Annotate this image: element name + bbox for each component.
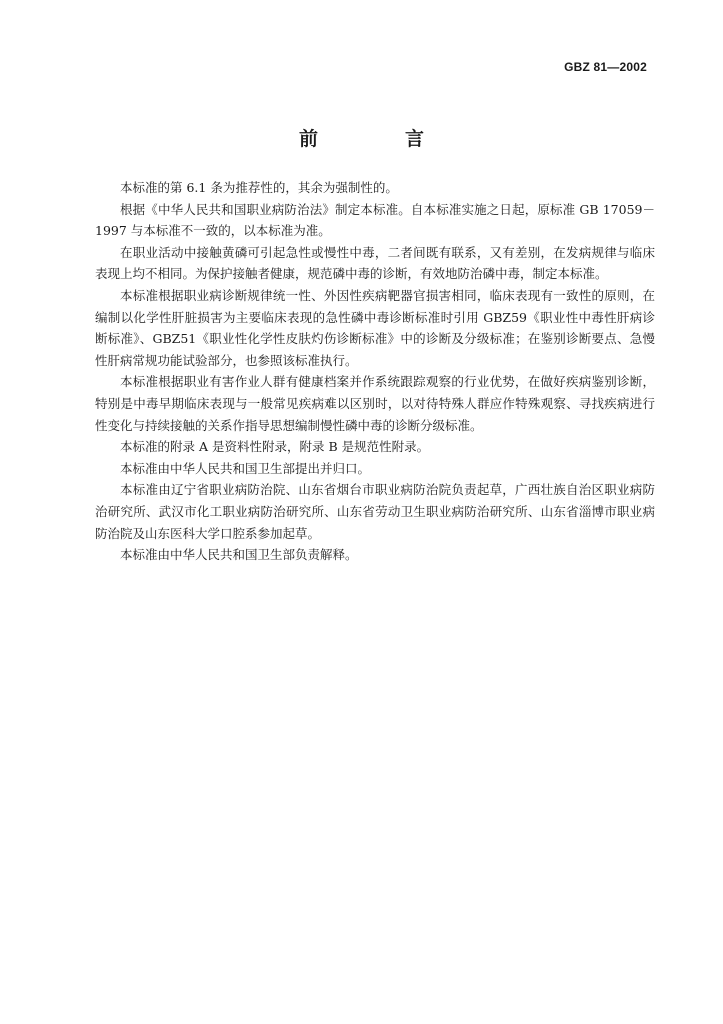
paragraph-chronic-grading: 本标准根据职业有害作业人群有健康档案并作系统跟踪观察的行业优势，在做好疾病鉴别诊断，特别是中毒早期临床表现与一般常见疾病难以区别时，以对待特殊人群应作特殊观察、寻找疾病进行性变化与持续接触的关系作指导思想编制慢性磷中毒的诊断分级标准。 [95, 374, 655, 433]
paragraph-appendices: 本标准的附录 A 是资料性附录，附录 B 是规范性附录。 [120, 439, 430, 455]
paragraph-drafters: 本标准由辽宁省职业病防治院、山东省烟台市职业病防治院负责起草，广西壮族自治区职业病防治研究所、武汉市化工职业病防治研究所、山东省劳动卫生职业病防治研究所、山东省淄博市职业病防治院及山东医科大学口腔系参加起草。 [95, 482, 655, 541]
standard-code: GBZ 81—2002 [564, 60, 647, 74]
foreword-body [95, 177, 655, 566]
paragraph-interpretation: 本标准由中华人民共和国卫生部负责解释。 [120, 547, 358, 563]
paragraph-purpose: 在职业活动中接触黄磷可引起急性或慢性中毒，二者间既有联系，又有差别，在发病规律与临床表现上均不相同。为保护接触者健康，规范磷中毒的诊断，有效地防治磷中毒，制定本标准。 [95, 244, 655, 282]
paragraph-principles: 本标准根据职业病诊断规律统一性、外因性疾病靶器官损害相同，临床表现有一致性的原则，在编制以化学性肝脏损害为主要临床表现的急性磷中毒诊断标准时引用 GBZ59《职业性中毒性肝病诊断标准》、GBZ51《职业性化学性皮肤灼伤诊断标准》中的诊断及分级标准；在鉴别诊断要点、急慢性肝病常规功能试验部分，也参照该标准执行。 [95, 287, 655, 368]
page-title: 前 言 [298, 128, 458, 150]
paragraph-proposer: 本标准由中华人民共和国卫生部提出并归口。 [120, 460, 371, 476]
paragraph-legal-basis: 根据《中华人民共和国职业病防治法》制定本标准。自本标准实施之日起，原标准 GB 17059－1997 与本标准不一致的，以本标准为准。 [95, 201, 655, 239]
paragraph-recommended-clause: 本标准的第 6.1 条为推荐性的，其余为强制性的。 [120, 180, 398, 195]
